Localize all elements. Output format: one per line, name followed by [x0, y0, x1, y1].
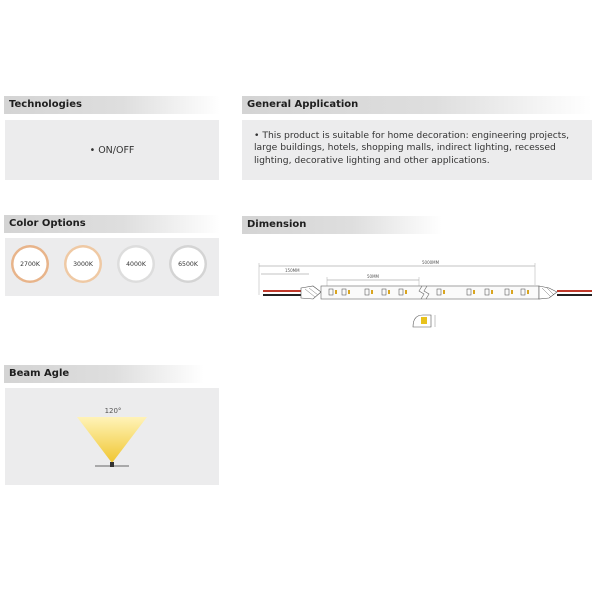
beam-angle-panel	[5, 388, 219, 485]
color-option-label: 2700K	[20, 260, 40, 268]
dimension-header	[242, 216, 442, 234]
led-strip-diagram	[247, 255, 592, 335]
color-option-label: 6500K	[178, 260, 198, 268]
general-application-title: General Application	[247, 99, 359, 110]
application-text-block	[254, 130, 586, 167]
strip-cross-section	[413, 315, 435, 327]
general-application-panel	[242, 120, 592, 180]
color-options-header	[4, 215, 220, 233]
color-options-title: Color Options	[9, 218, 86, 229]
dimension-label-cable: 150MM	[285, 268, 300, 273]
light-source-icon	[110, 462, 114, 467]
color-option-6500k	[173, 249, 203, 279]
general-application-header	[242, 96, 592, 114]
color-option-label: 3000K	[73, 260, 93, 268]
dimension-drawing	[247, 255, 592, 335]
color-option-3000k	[68, 249, 98, 279]
color-options-panel	[5, 238, 219, 296]
color-option-4000k	[121, 249, 151, 279]
beam-angle-diagram	[5, 388, 219, 485]
beam-angle-title: Beam Agle	[9, 368, 70, 379]
technologies-header	[4, 96, 220, 114]
beam-angle-header	[4, 365, 204, 383]
bullet-icon: •	[89, 144, 99, 156]
dimension-title: Dimension	[247, 219, 307, 230]
light-beam-cone	[77, 417, 147, 463]
color-option-label: 4000K	[126, 260, 146, 268]
technologies-panel	[5, 120, 219, 180]
dimension-label-segment: 50MM	[367, 274, 379, 279]
technologies-title: Technologies	[9, 99, 82, 110]
application-description: This product is suitable for home decoration: engineering projects, large buildings, hotels, shopping malls, indirect lighting, recessed lighting, decorative lighting and other applications.	[254, 130, 570, 166]
dimension-label-overall: 5000MM	[422, 260, 440, 265]
beam-angle-label: 120°	[104, 407, 122, 415]
bullet-icon: •	[254, 130, 263, 141]
technology-item: ON/OFF	[98, 144, 135, 156]
color-option-2700k	[15, 249, 45, 279]
